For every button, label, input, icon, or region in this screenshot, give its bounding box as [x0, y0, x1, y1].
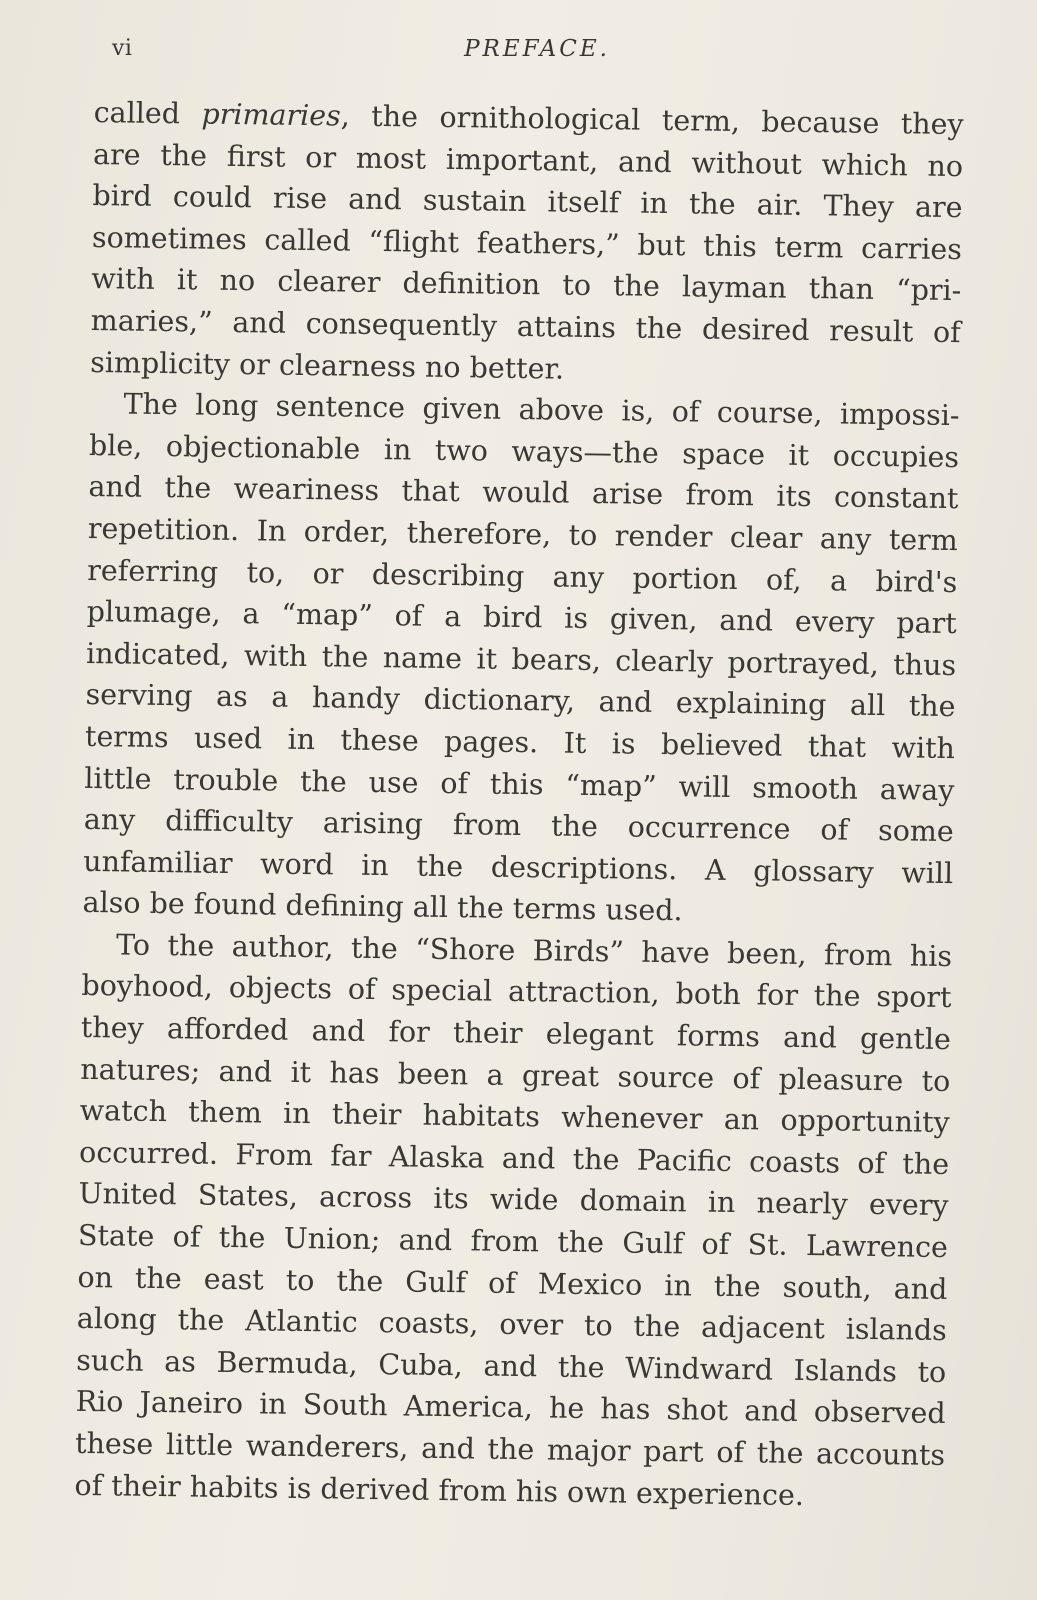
paragraph [74, 924, 952, 1518]
text-line: State of the Union; and from the Gulf of St. Lawrence [77, 1218, 949, 1265]
text-line: terms used in these pages. It is believed that with [84, 719, 956, 765]
text-line: Rio Janeiro in South America, he has shot and observed [75, 1385, 946, 1431]
text-line: watch them in their habitats whenever an opportunity [79, 1094, 950, 1140]
text-line: along the Atlantic coasts, over to the adjacent islands [76, 1302, 948, 1348]
paragraph [90, 92, 964, 395]
text-line: To the author, the “Shore Birds” have been, from his [115, 928, 953, 973]
text-line: any difficulty arising from the occurrence of some [83, 803, 954, 849]
text-line: The long sentence given above is, of course, impossi- [123, 387, 960, 433]
text-line: bird could rise and sustain itself in the air. They are [92, 179, 963, 225]
text-line: maries,” and consequently attains the desired result of [90, 303, 961, 350]
paragraph [82, 383, 959, 936]
text-line: boyhood, objects of special attraction, both for the sport [81, 969, 952, 1015]
text-line: of their habits is derived from his own experience. [74, 1468, 805, 1512]
text-line: indicated, with the name it bears, clearly portrayed, thus [85, 636, 957, 682]
body-text [74, 92, 964, 1518]
text-line: such as Bermuda, Cuba, and the Windward Islands to [76, 1343, 947, 1389]
text-line: natures; and it has been a great source of pleasure to [80, 1052, 951, 1098]
text-line: are the first or most important, and without which no [92, 137, 964, 183]
text-line: United States, across its wide domain in nearly every [78, 1177, 949, 1223]
running-head: PREFACE. [464, 36, 610, 62]
text-line: repetition. In order, therefore, to render clear any term [87, 511, 959, 558]
text-line: called primaries, the ornithological term, because they [93, 95, 964, 142]
text-line: ble, objectionable in two ways—the space it occupies [88, 428, 960, 474]
text-line: with it no clearer definition to the layman than “pri- [91, 262, 962, 308]
text-line: referring to, or describing any portion of, a bird's [87, 553, 958, 599]
text-line: occurred. From far Alaska and the Pacific coasts of the [78, 1135, 950, 1181]
text-line: sometimes called “flight feathers,” but this term carries [91, 220, 963, 266]
text-line: and the weariness that would arise from its constant [88, 470, 959, 516]
text-line: plumage, a “map” of a bird is given, and every part [86, 595, 957, 641]
text-line: little trouble the use of this “map” will smooth away [84, 761, 955, 807]
text-line: they afforded and for their elegant forms and gentle [80, 1010, 952, 1057]
italic-term: primaries [201, 97, 341, 133]
text-line: serving as a handy dictionary, and explaining all the [85, 678, 956, 724]
text-line: on the east to the Gulf of Mexico in the south, and [77, 1260, 948, 1306]
text-line: simplicity or clearness no better. [89, 345, 565, 386]
text-line: also be found defining all the terms used. [82, 886, 683, 928]
page-header [112, 28, 962, 68]
text-line: unfamiliar word in the descriptions. A glossary will [83, 844, 954, 890]
page-number: vi [112, 36, 133, 61]
text-line: these little wanderers, and the major part of the accounts [74, 1426, 946, 1473]
